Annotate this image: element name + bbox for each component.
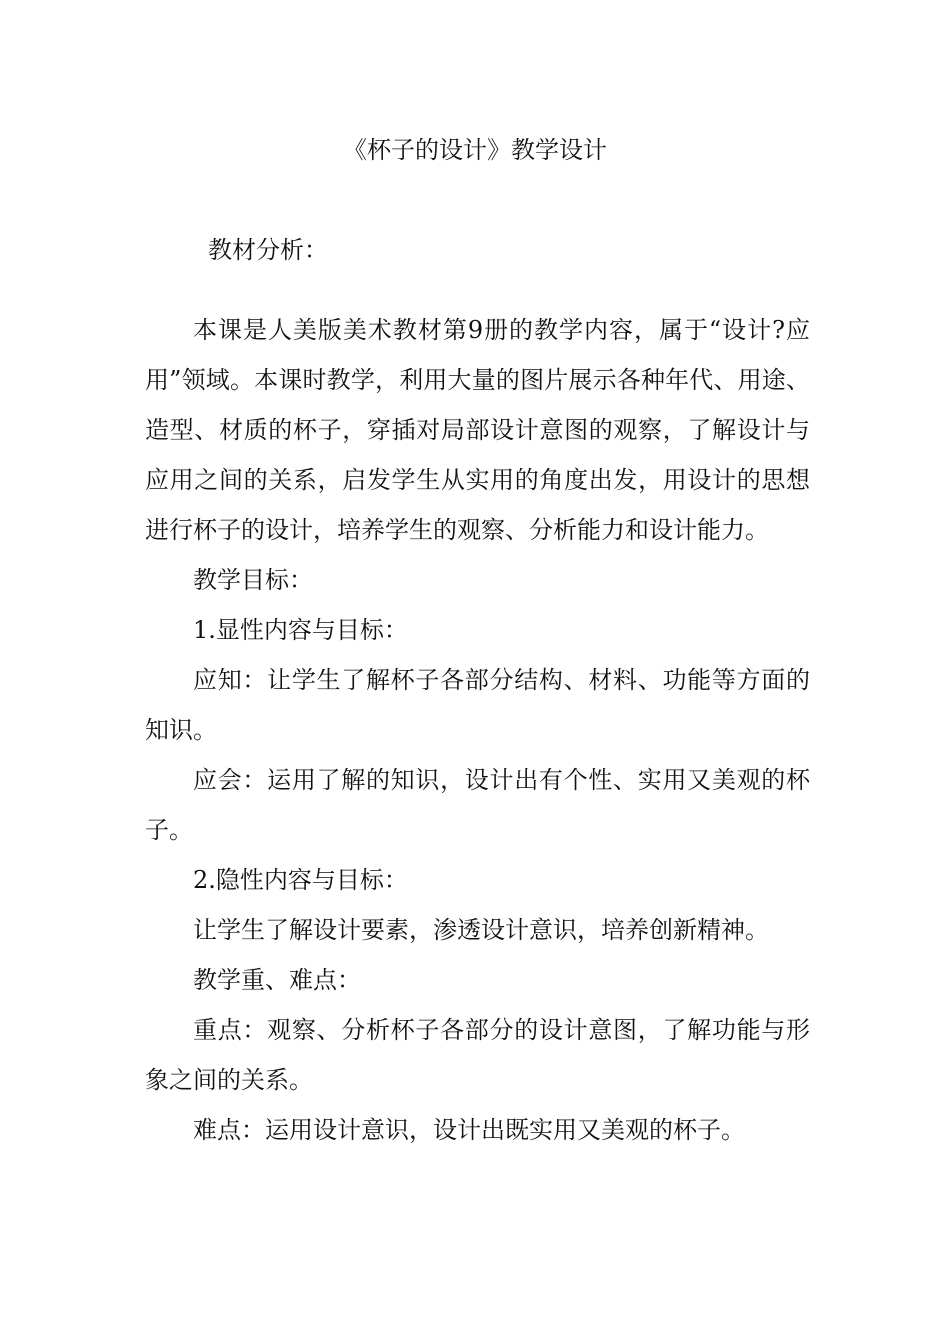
- heading-implicit-goals: 2.隐性内容与目标：: [193, 866, 408, 894]
- paragraph-should-do: 应会：运用了解的知识，设计出有个性、实用又美观的杯子。: [145, 766, 810, 844]
- paragraph-implicit: 让学生了解设计要素，渗透设计意识，培养创新精神。: [193, 916, 769, 944]
- paragraph-key-point: 重点：观察、分析杯子各部分的设计意图，了解功能与形象之间的关系。: [145, 1016, 810, 1094]
- paragraph-difficult-point: 难点：运用设计意识，设计出既实用又美观的杯子。: [193, 1116, 745, 1144]
- document-body: [145, 305, 810, 1155]
- analysis-heading: 教材分析：: [208, 236, 328, 264]
- heading-key-difficult: 教学重、难点：: [193, 966, 361, 994]
- paragraph-should-know: 应知：让学生了解杯子各部分结构、材料、功能等方面的知识。: [145, 666, 810, 744]
- document-title: 《杯子的设计》教学设计: [343, 136, 607, 164]
- heading-explicit-goals: 1.显性内容与目标：: [193, 616, 408, 644]
- heading-objectives: 教学目标：: [193, 566, 313, 594]
- paragraph-intro: 本课是人美版美术教材第9册的教学内容，属于“设计?应用”领域。本课时教学，利用大量的图片展示各种年代、用途、造型、材质的杯子，穿插对局部设计意图的观察，了解设计与应用之间的关系，启发学生从实用的角度出发，用设计的思想进行杯子的设计，培养学生的观察、分析能力和设计能力。: [145, 316, 810, 544]
